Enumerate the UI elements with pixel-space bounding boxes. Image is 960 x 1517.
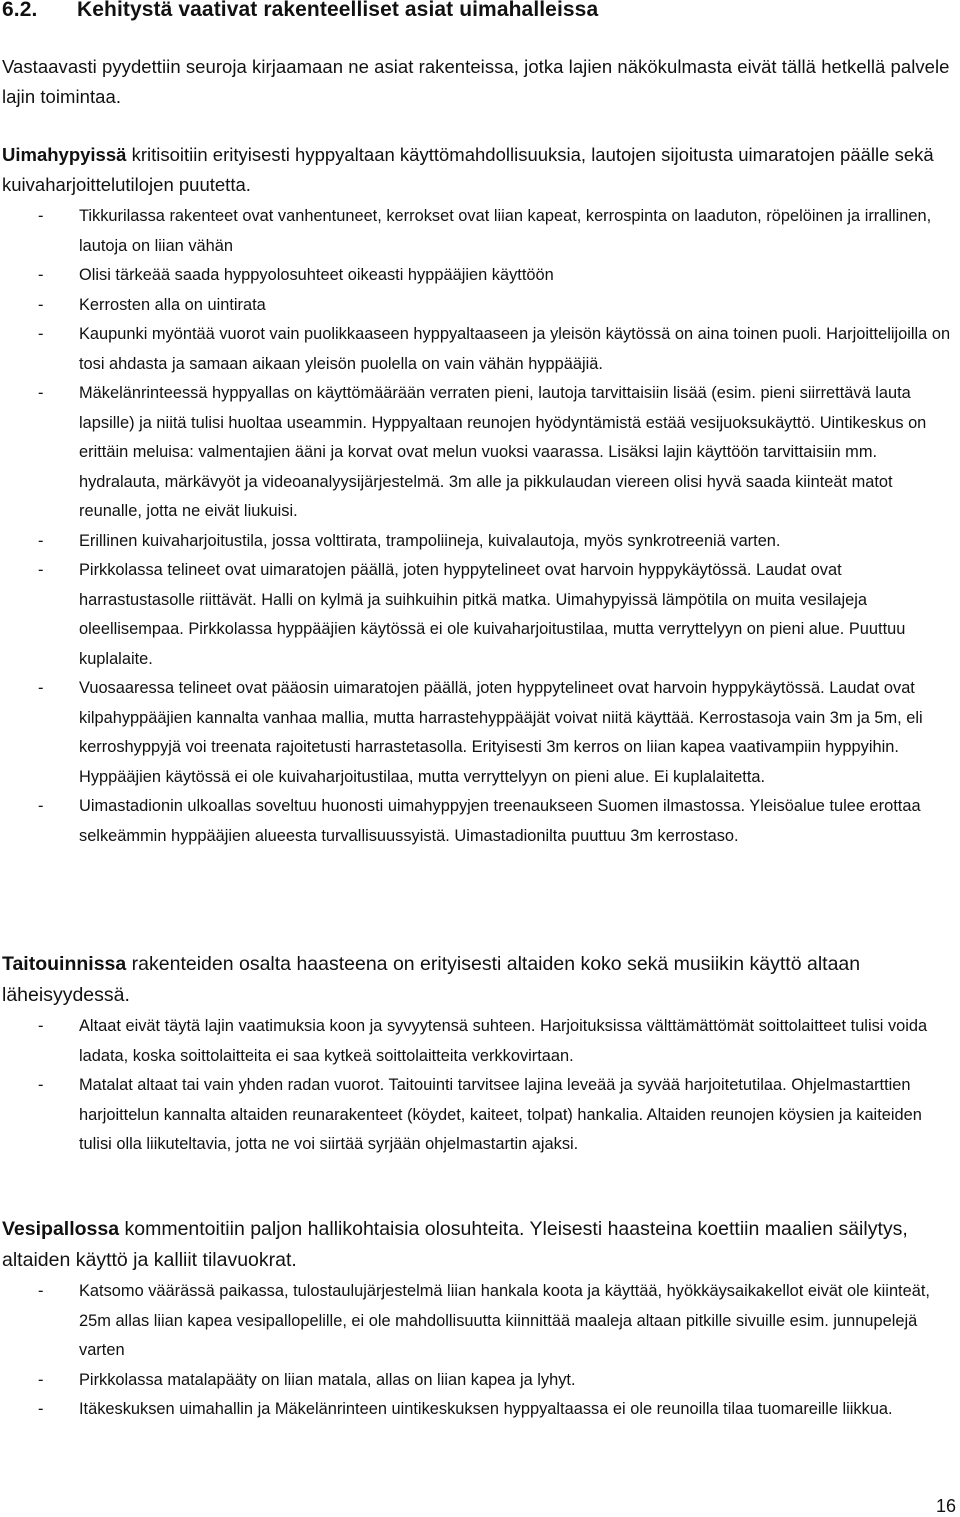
taitouinti-paragraph [2, 949, 952, 1011]
list-item: - Mäkelänrinteessä hyppyallas on käyttömäärään verraten pieni, lautoja tarvittaisiin lisää (esim. pieni siirrettävä lauta lapsille) ja niitä tulisi huoltaa useammin. Hyppyaltaan reunojen hyödyntämistä estää vesijuoksukäyttö. Uintikeskus on erittäin meluisa: valmentajien ääni ja korvat ovat melun vuoksi vaarassa. Lisäksi lajin käyttöön tarvittaisiin mm. hydralauta, märkävyöt ja videoanalyysijärjestelmä. 3m alle ja pikkulaudan viereen olisi hyvä saada kiinteät matot reunalle, jotta ne eivät liukuisi. [38, 384, 927, 520]
list-item: - Altaat eivät täytä lajin vaatimuksia koon ja syvyytensä suhteen. Harjoituksissa välttämättömät soittolaitteet tulisi voida ladata, koska soittolaitteita ei saa kytkeä soittolaitteita verkkovirtaan. [38, 1017, 928, 1065]
taitouinti-lead: Taitouinnissa [2, 953, 127, 975]
list-item: - Pirkkolassa telineet ovat uimaratojen päällä, joten hyppytelineet ovat harvoin hyppykäytössä. Laudat ovat harrastustasolle riittävät. Halli on kylmä ja suihkuihin pitkä matka. Uimahypyissä lämpötila on muita vesilajeja oleellisempaa. Pirkkolassa hyppääjien käytössä ei ole kuivaharjoitustilaa, mutta verryttelyyn on pieni alue. Puuttuu kuplalaite. [38, 561, 906, 668]
list-item: - Erillinen kuivaharjoitustila, jossa volttirata, trampoliineja, kuivalautoja, myös synkrotreeniä varten. [38, 531, 781, 550]
taitouinti-text: rakenteiden osalta haasteena on erityisesti altaiden koko sekä musiikin käyttö altaan läheisyydessä. [2, 953, 861, 1006]
section-heading [0, 0, 598, 22]
uimahypyt-text: kritisoitiin erityisesti hyppyaltaan käyttömahdollisuuksia, lautojen sijoitusta uimaratojen päälle sekä kuivaharjoittelutilojen puutetta. [2, 144, 934, 195]
list-item: - Olisi tärkeää saada hyppyolosuhteet oikeasti hyppääjien käyttöön [38, 266, 554, 284]
list-item: - Uimastadionin ulkoallas soveltuu huonosti uimahyppyjen treenaukseen Suomen ilmastossa. Yleisöalue tulee erottaa selkeämmin hyppääjien alueesta turvallisuussyistä. Uimastadionilta puuttuu 3m kerrostaso. [38, 797, 921, 845]
intro-paragraph: Vastaavasti pyydettiin seuroja kirjaamaan ne asiat rakenteissa, jotka lajien näkökulmasta eivät tällä hetkellä palvele lajin toimintaa. [2, 56, 950, 107]
uimahypyt-list [0, 202, 958, 851]
page-number: 16 [935, 1496, 956, 1516]
list-item: - Itäkeskuksen uimahallin ja Mäkelänrinteen uintikeskuksen hyppyaltaassa ei ole reunoilla tilaa tuomareille liikkua. [38, 1400, 893, 1418]
vesipallo-list [0, 1277, 958, 1425]
list-item: - Katsomo väärässä paikassa, tulostaulujärjestelmä liian hankala koota ja käyttää, hyökkäysaikakellot eivät ole kiinteät, 25m allas liian kapea vesipallopelille, ei ole mahdollisuutta kiinnittää maaleja altaan pitkille sivuille esim. junnupelejä varten [38, 1282, 930, 1359]
taitouinti-list [0, 1012, 958, 1160]
section-title: Kehitystä vaativat rakenteelliset asiat uimahalleissa [77, 0, 599, 21]
list-item: - Kerrosten alla on uintirata [38, 295, 266, 314]
uimahypyt-lead: Uimahypyissä [2, 144, 127, 165]
section-number: 6.2. [2, 0, 38, 21]
uimahypyt-paragraph [2, 140, 952, 200]
list-item: - Tikkurilassa rakenteet ovat vanhentuneet, kerrokset ovat liian kapeat, kerrospinta on laaduton, röpelöinen ja irrallinen, lautoja on liian vähän [38, 207, 932, 255]
list-item: - Pirkkolassa matalapääty on liian matala, allas on liian kapea ja lyhyt. [38, 1370, 576, 1389]
list-item: - Matalat altaat tai vain yhden radan vuorot. Taitouinti tarvitsee lajina leveää ja syvää harjoitetutilaa. Ohjelmastarttien harjoittelun kannalta altaiden reunarakenteet (köydet, kaiteet, tolpat) hankalia. Altaiden reunojen köysien ja kaiteiden tulisi olla liikuteltavia, jotta ne voi siirtää syrjään ohjelmastartin ajaksi. [38, 1076, 922, 1153]
vesipallo-lead: Vesipallossa [2, 1218, 120, 1240]
list-item: - Kaupunki myöntää vuorot vain puolikkaaseen hyppyaltaaseen ja yleisön käytössä on aina toinen puoli. Harjoittelijoilla on tosi ahdasta ja samaan aikaan yleisön puolella on vain vähän hyppääjiä. [38, 325, 951, 373]
list-item: - Vuosaaressa telineet ovat pääosin uimaratojen päällä, joten hyppytelineet ovat harvoin hyppykäytössä. Laudat ovat kilpahyppääjien kannalta vanhaa mallia, mutta harrastehyppääjät voivat niitä käyttää. Kerrostasoja vain 3m ja 5m, eli kerroshyppyjä voi treenata rajoitetusti harrastetasolla. Erityisesti 3m kerros on liian kapea vaativampiin hyppyihin. Hyppääjien käytössä ei ole kuivaharjoitustilaa, mutta verryttelyyn on pieni alue. Ei kuplalaitetta. [38, 679, 923, 786]
vesipallo-paragraph [2, 1214, 952, 1276]
vesipallo-text: kommentoitiin paljon hallikohtaisia olosuhteita. Yleisesti haasteina koettiin maalien säilytys, altaiden käyttö ja kalliit tilavuokrat. [2, 1218, 908, 1271]
